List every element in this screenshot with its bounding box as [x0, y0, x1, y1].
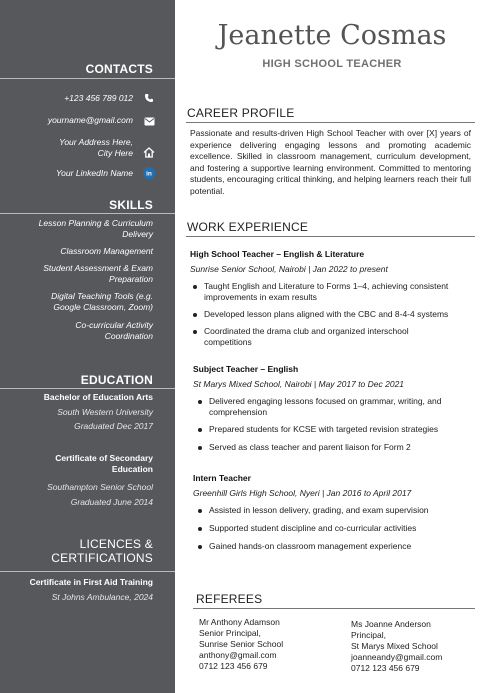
list-item: Taught English and Literature to Forms 1–4, achieving consistent improvements in exam results	[191, 281, 475, 303]
job-title: Subject Teacher – English	[193, 364, 299, 374]
education-school: South Western University	[57, 407, 153, 417]
job-title: Intern Teacher	[193, 473, 251, 483]
list-item: Prepared students for KCSE with targeted revision strategies	[196, 424, 475, 435]
job-meta: Greenhill Girls High School, Nyeri | Jan 2016 to April 2017	[193, 488, 412, 498]
list-item: Supported student discipline and co-curricular activities	[196, 523, 475, 534]
licence-title: Certificate in First Aid Training	[29, 577, 153, 587]
svg-text:in: in	[146, 170, 152, 178]
phone-text: +123 456 789 012	[64, 93, 133, 103]
address-line1: Your Address Here,	[59, 137, 133, 147]
education-date: Graduated Dec 2017	[74, 421, 153, 431]
skills-divider	[0, 213, 175, 214]
education-degree: Certificate of Secondary Education	[55, 453, 153, 474]
education-date: Graduated June 2014	[70, 497, 153, 507]
referee-card: Ms Joanne Anderson Principal, St Marys Mixed School joanneandy@gmail.com 0712 123 456 679	[351, 619, 443, 673]
career-profile-divider	[186, 122, 475, 123]
job-bullets	[196, 396, 475, 453]
address-line2: City Here	[97, 148, 133, 158]
career-profile-heading: CAREER PROFILE	[187, 106, 295, 120]
job-bullets	[191, 281, 475, 348]
job-title: High School Teacher – English & Literature	[190, 249, 365, 259]
contacts-heading: CONTACTS	[85, 62, 153, 76]
candidate-job-title: HIGH SCHOOL TEACHER	[262, 58, 402, 70]
job-bullets	[196, 505, 475, 552]
list-item: Coordinated the drama club and organized interschool competitions	[191, 326, 475, 348]
list-item: Delivered engaging lessons focused on grammar, writing, and comprehension	[196, 396, 475, 418]
skill-item: Lesson Planning & Curriculum Delivery	[38, 218, 153, 239]
skill-item: Co-curricular Activity Coordination	[75, 320, 153, 341]
phone-icon	[143, 92, 155, 104]
candidate-name: Jeanette Cosmas	[217, 20, 447, 51]
skill-item: Digital Teaching Tools (e.g. Google Classroom, Zoom)	[51, 291, 153, 312]
linkedin-icon	[143, 167, 155, 179]
linkedin-text: Your LinkedIn Name	[55, 168, 133, 178]
work-experience-heading: WORK EXPERIENCE	[187, 220, 309, 234]
home-icon	[143, 146, 155, 158]
sidebar	[0, 0, 175, 693]
list-item: Developed lesson plans aligned with the CBC and 8-4-4 systems	[191, 309, 475, 320]
skill-item: Classroom Management	[60, 246, 153, 256]
career-profile-text: Passionate and results-driven High School Teacher with over [X] years of experience delivering engaging lessons and promoting academic excellence. Skilled in classroom management, curriculum development, and fostering a supportive learning environment. Committed to mentoring students, encouraging critical thinking, and helping learners reach their full potential.	[190, 128, 471, 196]
job-meta: St Marys Mixed School, Nairobi | May 2017 to Dec 2021	[193, 379, 405, 389]
licence-issuer: St Johns Ambulance, 2024	[51, 592, 153, 602]
licences-heading: LICENCES & CERTIFICATIONS	[51, 537, 153, 565]
list-item: Served as class teacher and parent liaison for Form 2	[196, 442, 475, 453]
referees-divider	[193, 608, 475, 609]
referee-card: Mr Anthony Adamson Senior Principal, Sunrise Senior School anthony@gmail.com 0712 123 456 679	[199, 617, 284, 671]
education-school: Southampton Senior School	[47, 482, 153, 492]
referees-heading: REFEREES	[196, 592, 263, 606]
email-icon	[143, 115, 155, 127]
education-degree: Bachelor of Education Arts	[43, 392, 153, 402]
list-item: Assisted in lesson delivery, grading, and exam supervision	[196, 505, 475, 516]
job-meta: Sunrise Senior School, Nairobi | Jan 2022 to present	[190, 264, 388, 274]
skills-heading: SKILLS	[109, 198, 153, 212]
licences-divider	[0, 571, 175, 572]
contacts-divider	[0, 78, 175, 79]
email-text: yourname@gmail.com	[47, 115, 133, 125]
education-divider	[0, 388, 175, 389]
work-experience-divider	[186, 236, 475, 237]
list-item: Gained hands-on classroom management experience	[196, 541, 475, 552]
education-heading: EDUCATION	[80, 373, 153, 387]
skill-item: Student Assessment & Exam Preparation	[43, 263, 153, 284]
